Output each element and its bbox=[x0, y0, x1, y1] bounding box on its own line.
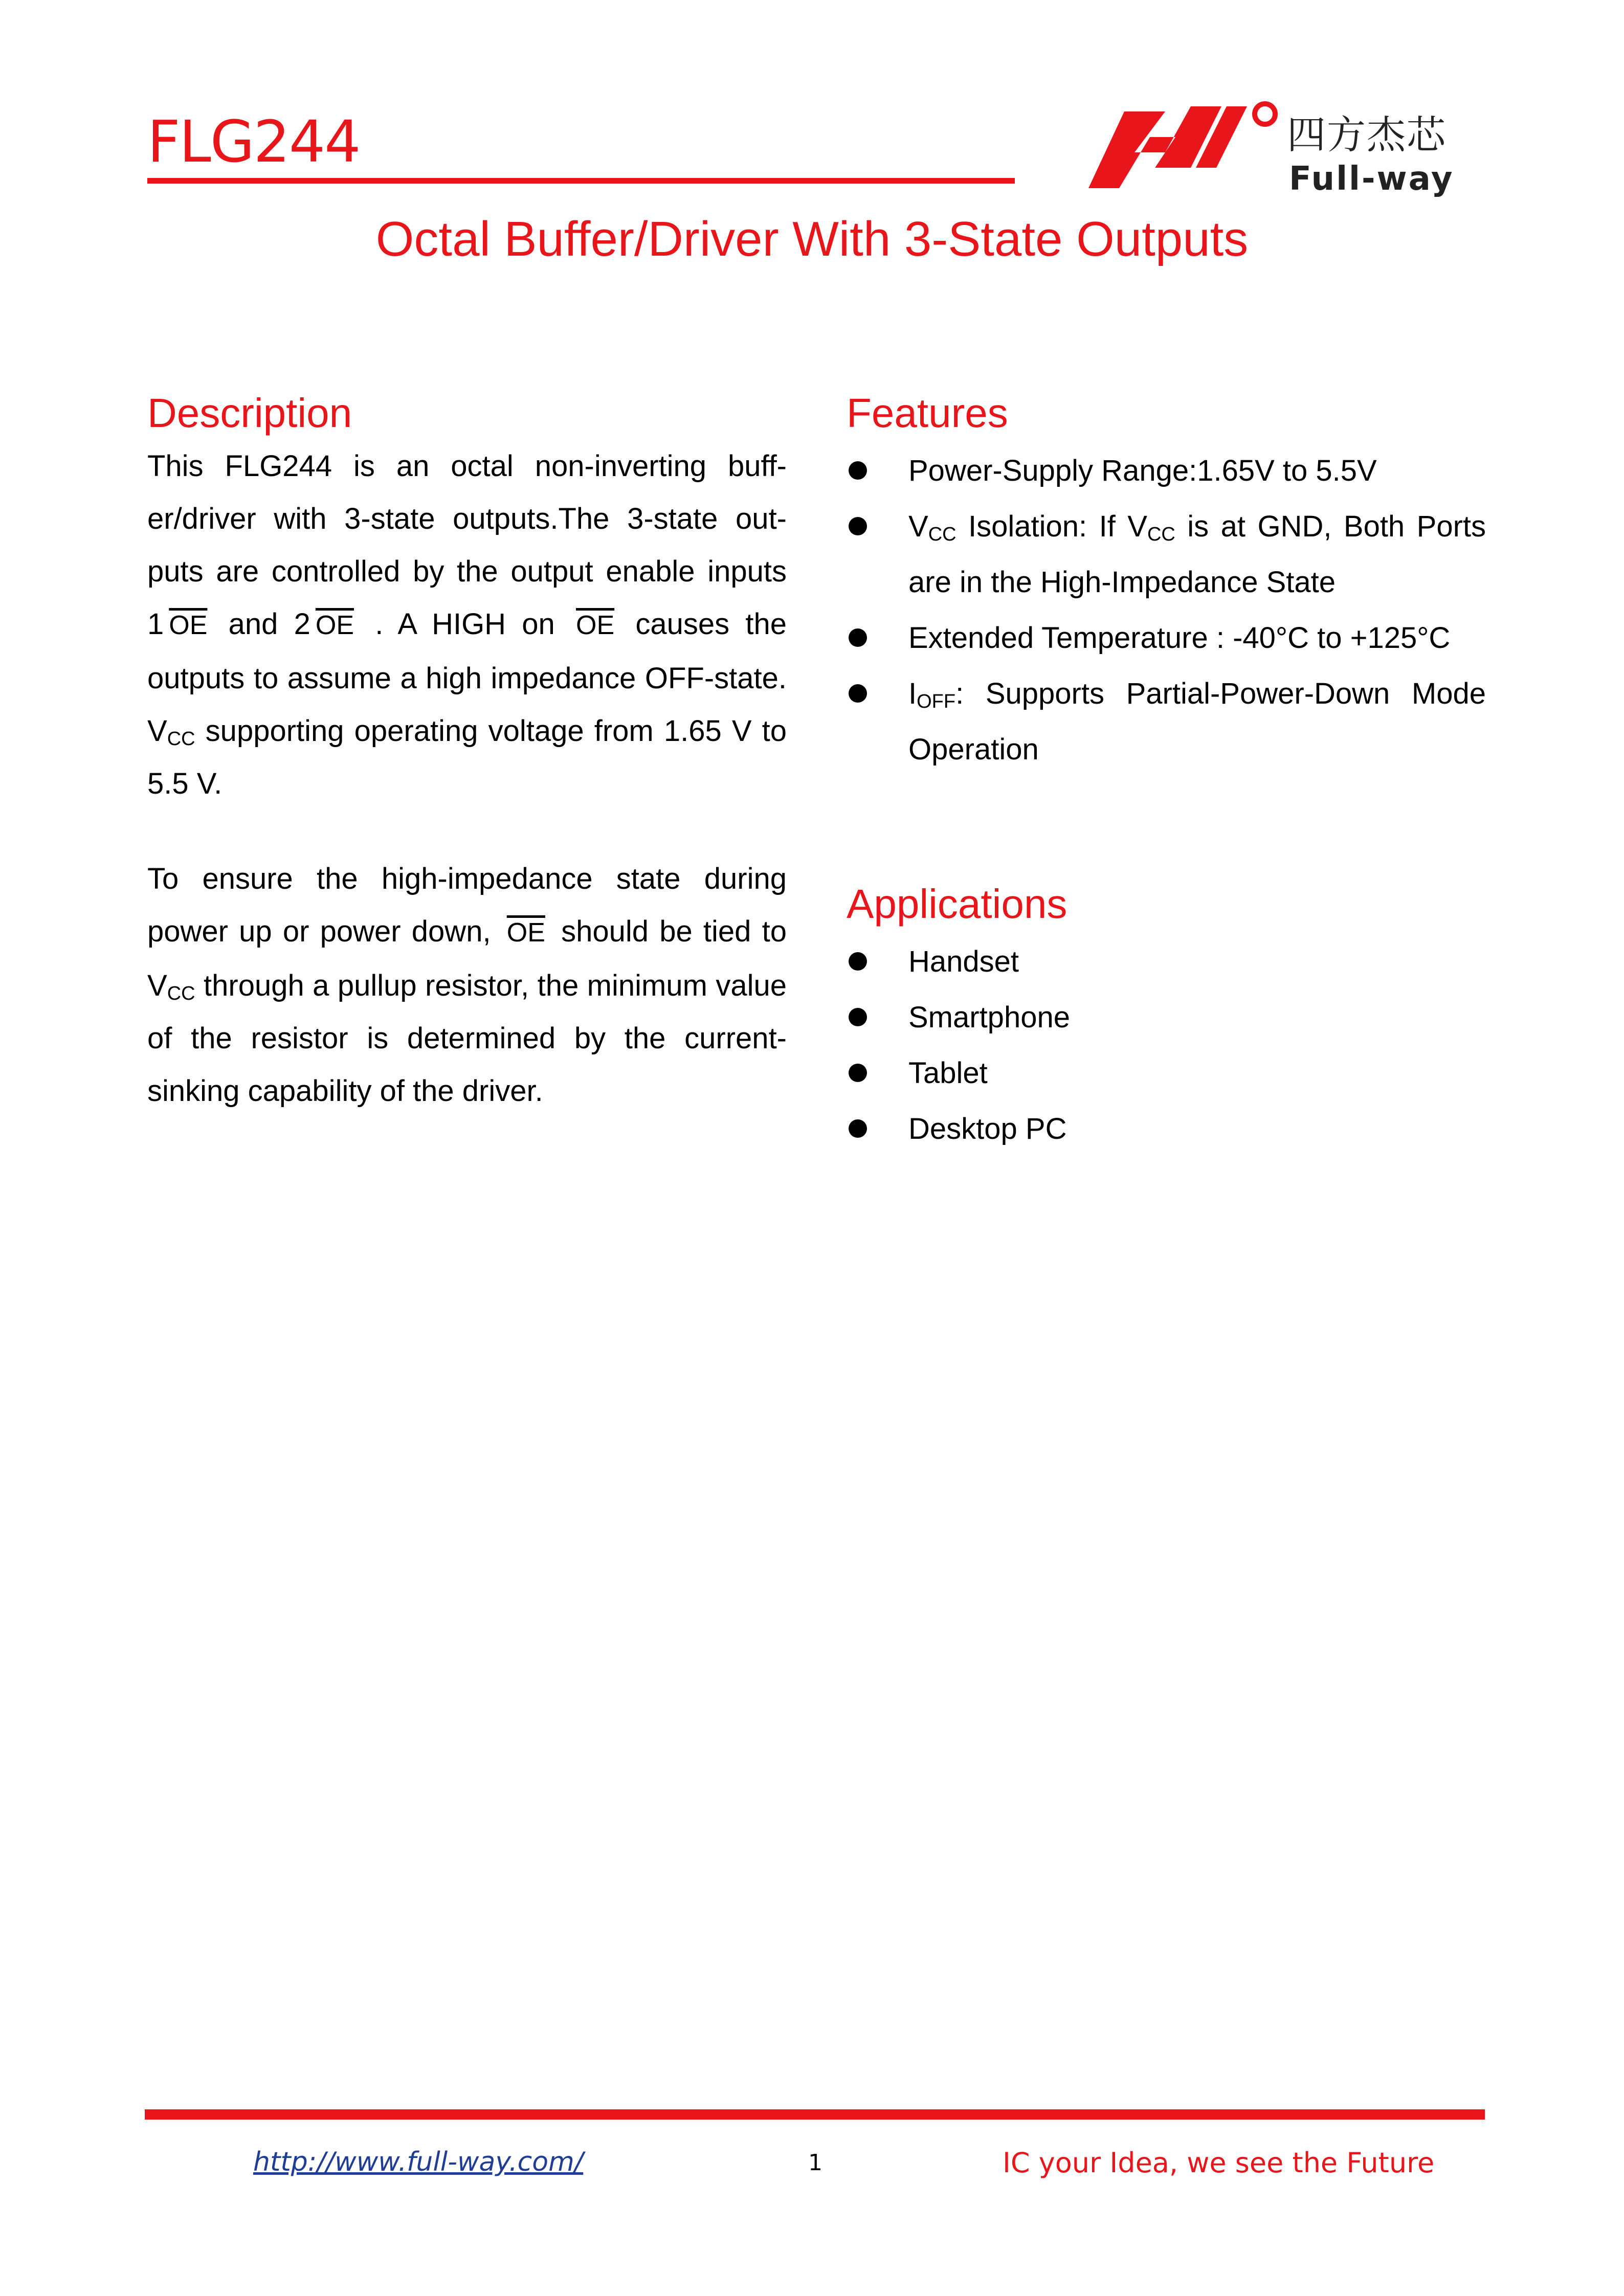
text-run: V bbox=[908, 510, 928, 543]
footer-slogan: IC your Idea, we see the Future bbox=[1003, 2147, 1435, 2179]
text-run: supporting operating voltage from 1.65 V to 5.5 V. bbox=[147, 714, 787, 800]
features-heading: Features bbox=[847, 390, 1008, 436]
bullet-icon bbox=[849, 628, 867, 647]
text-run: To ensure the high-impedance state during power up or power down, bbox=[147, 862, 787, 948]
footer-rule bbox=[145, 2109, 1485, 2120]
text-run: is at GND, Both Ports are in the High-Impedance State bbox=[908, 510, 1486, 599]
description-paragraph-2 bbox=[147, 852, 787, 1117]
description-paragraph-1 bbox=[147, 440, 787, 810]
text-run: should be tied to V bbox=[147, 915, 787, 1002]
feature-item bbox=[847, 499, 1486, 610]
features-applications-section bbox=[847, 389, 1486, 1157]
text-run: . A HIGH on bbox=[359, 607, 571, 641]
website-link[interactable]: http://www.full-way.com/ bbox=[253, 2147, 584, 2177]
page-number: 1 bbox=[808, 2150, 822, 2176]
subscript: CC bbox=[167, 983, 195, 1004]
bullet-icon bbox=[849, 1119, 867, 1138]
feature-item bbox=[847, 443, 1486, 499]
application-item bbox=[847, 934, 1486, 989]
feature-text bbox=[904, 666, 1486, 777]
applications-list bbox=[847, 934, 1486, 1157]
logo-chinese-text: 四方杰芯 bbox=[1287, 112, 1447, 157]
bullet-icon bbox=[849, 952, 867, 971]
feature-item bbox=[847, 610, 1486, 666]
application-item bbox=[847, 989, 1486, 1045]
logo-english-text: Full-way bbox=[1289, 160, 1454, 198]
text-run: and 2 bbox=[212, 607, 310, 641]
part-number-title: FLG244 bbox=[147, 109, 360, 175]
text-run: through a pullup resistor, the minimum value of the resistor is determined by the current-sinking capability of the driver. bbox=[147, 969, 787, 1108]
company-logo bbox=[1088, 92, 1477, 198]
bullet-icon bbox=[849, 517, 867, 535]
feature-text: Extended Temperature : -40°C to +125°C bbox=[908, 621, 1451, 655]
application-text: Handset bbox=[908, 945, 1019, 978]
subscript: CC bbox=[167, 728, 195, 750]
description-section bbox=[147, 389, 787, 1117]
feature-text: Power-Supply Range:1.65V to 5.5V bbox=[908, 454, 1377, 487]
subscript: CC bbox=[1147, 524, 1175, 545]
oe-overline: $\overline{OE}$ bbox=[506, 918, 545, 948]
bullet-icon bbox=[849, 1008, 867, 1026]
bullet-icon bbox=[849, 1064, 867, 1082]
text-run: : Supports Partial-Power-Down Mode Operation bbox=[908, 677, 1486, 766]
text-run: I bbox=[908, 677, 917, 710]
oe-overline: $\overline{OE}$ bbox=[169, 611, 208, 640]
feature-text bbox=[904, 499, 1486, 610]
header-rule bbox=[147, 178, 1015, 184]
full-way-logo-icon bbox=[1088, 96, 1283, 193]
subscript: OFF bbox=[917, 691, 956, 712]
text-run: This FLG244 is an octal non-inverting buff-er/driver with 3-state outputs.The 3-state out-puts are controlled by the output enable inputs 1 bbox=[147, 449, 787, 641]
bullet-icon bbox=[849, 684, 867, 703]
application-text: Desktop PC bbox=[908, 1112, 1067, 1145]
oe-overline: $\overline{OE}$ bbox=[315, 611, 354, 640]
document-title: Octal Buffer/Driver With 3-State Outputs bbox=[375, 212, 1249, 266]
feature-item bbox=[847, 666, 1486, 777]
oe-overline: $\overline{OE}$ bbox=[576, 611, 615, 640]
bullet-icon bbox=[849, 461, 867, 480]
subscript: CC bbox=[928, 524, 956, 545]
features-list bbox=[847, 443, 1486, 777]
description-heading: Description bbox=[147, 390, 352, 436]
text-run: Isolation: If V bbox=[956, 510, 1147, 543]
application-item bbox=[847, 1101, 1486, 1157]
application-text: Tablet bbox=[908, 1056, 988, 1090]
applications-heading: Applications bbox=[847, 881, 1067, 927]
application-text: Smartphone bbox=[908, 1001, 1070, 1034]
application-item bbox=[847, 1045, 1486, 1101]
text-run: causes the outputs to assume a high impedance OFF-state. V bbox=[147, 607, 787, 748]
